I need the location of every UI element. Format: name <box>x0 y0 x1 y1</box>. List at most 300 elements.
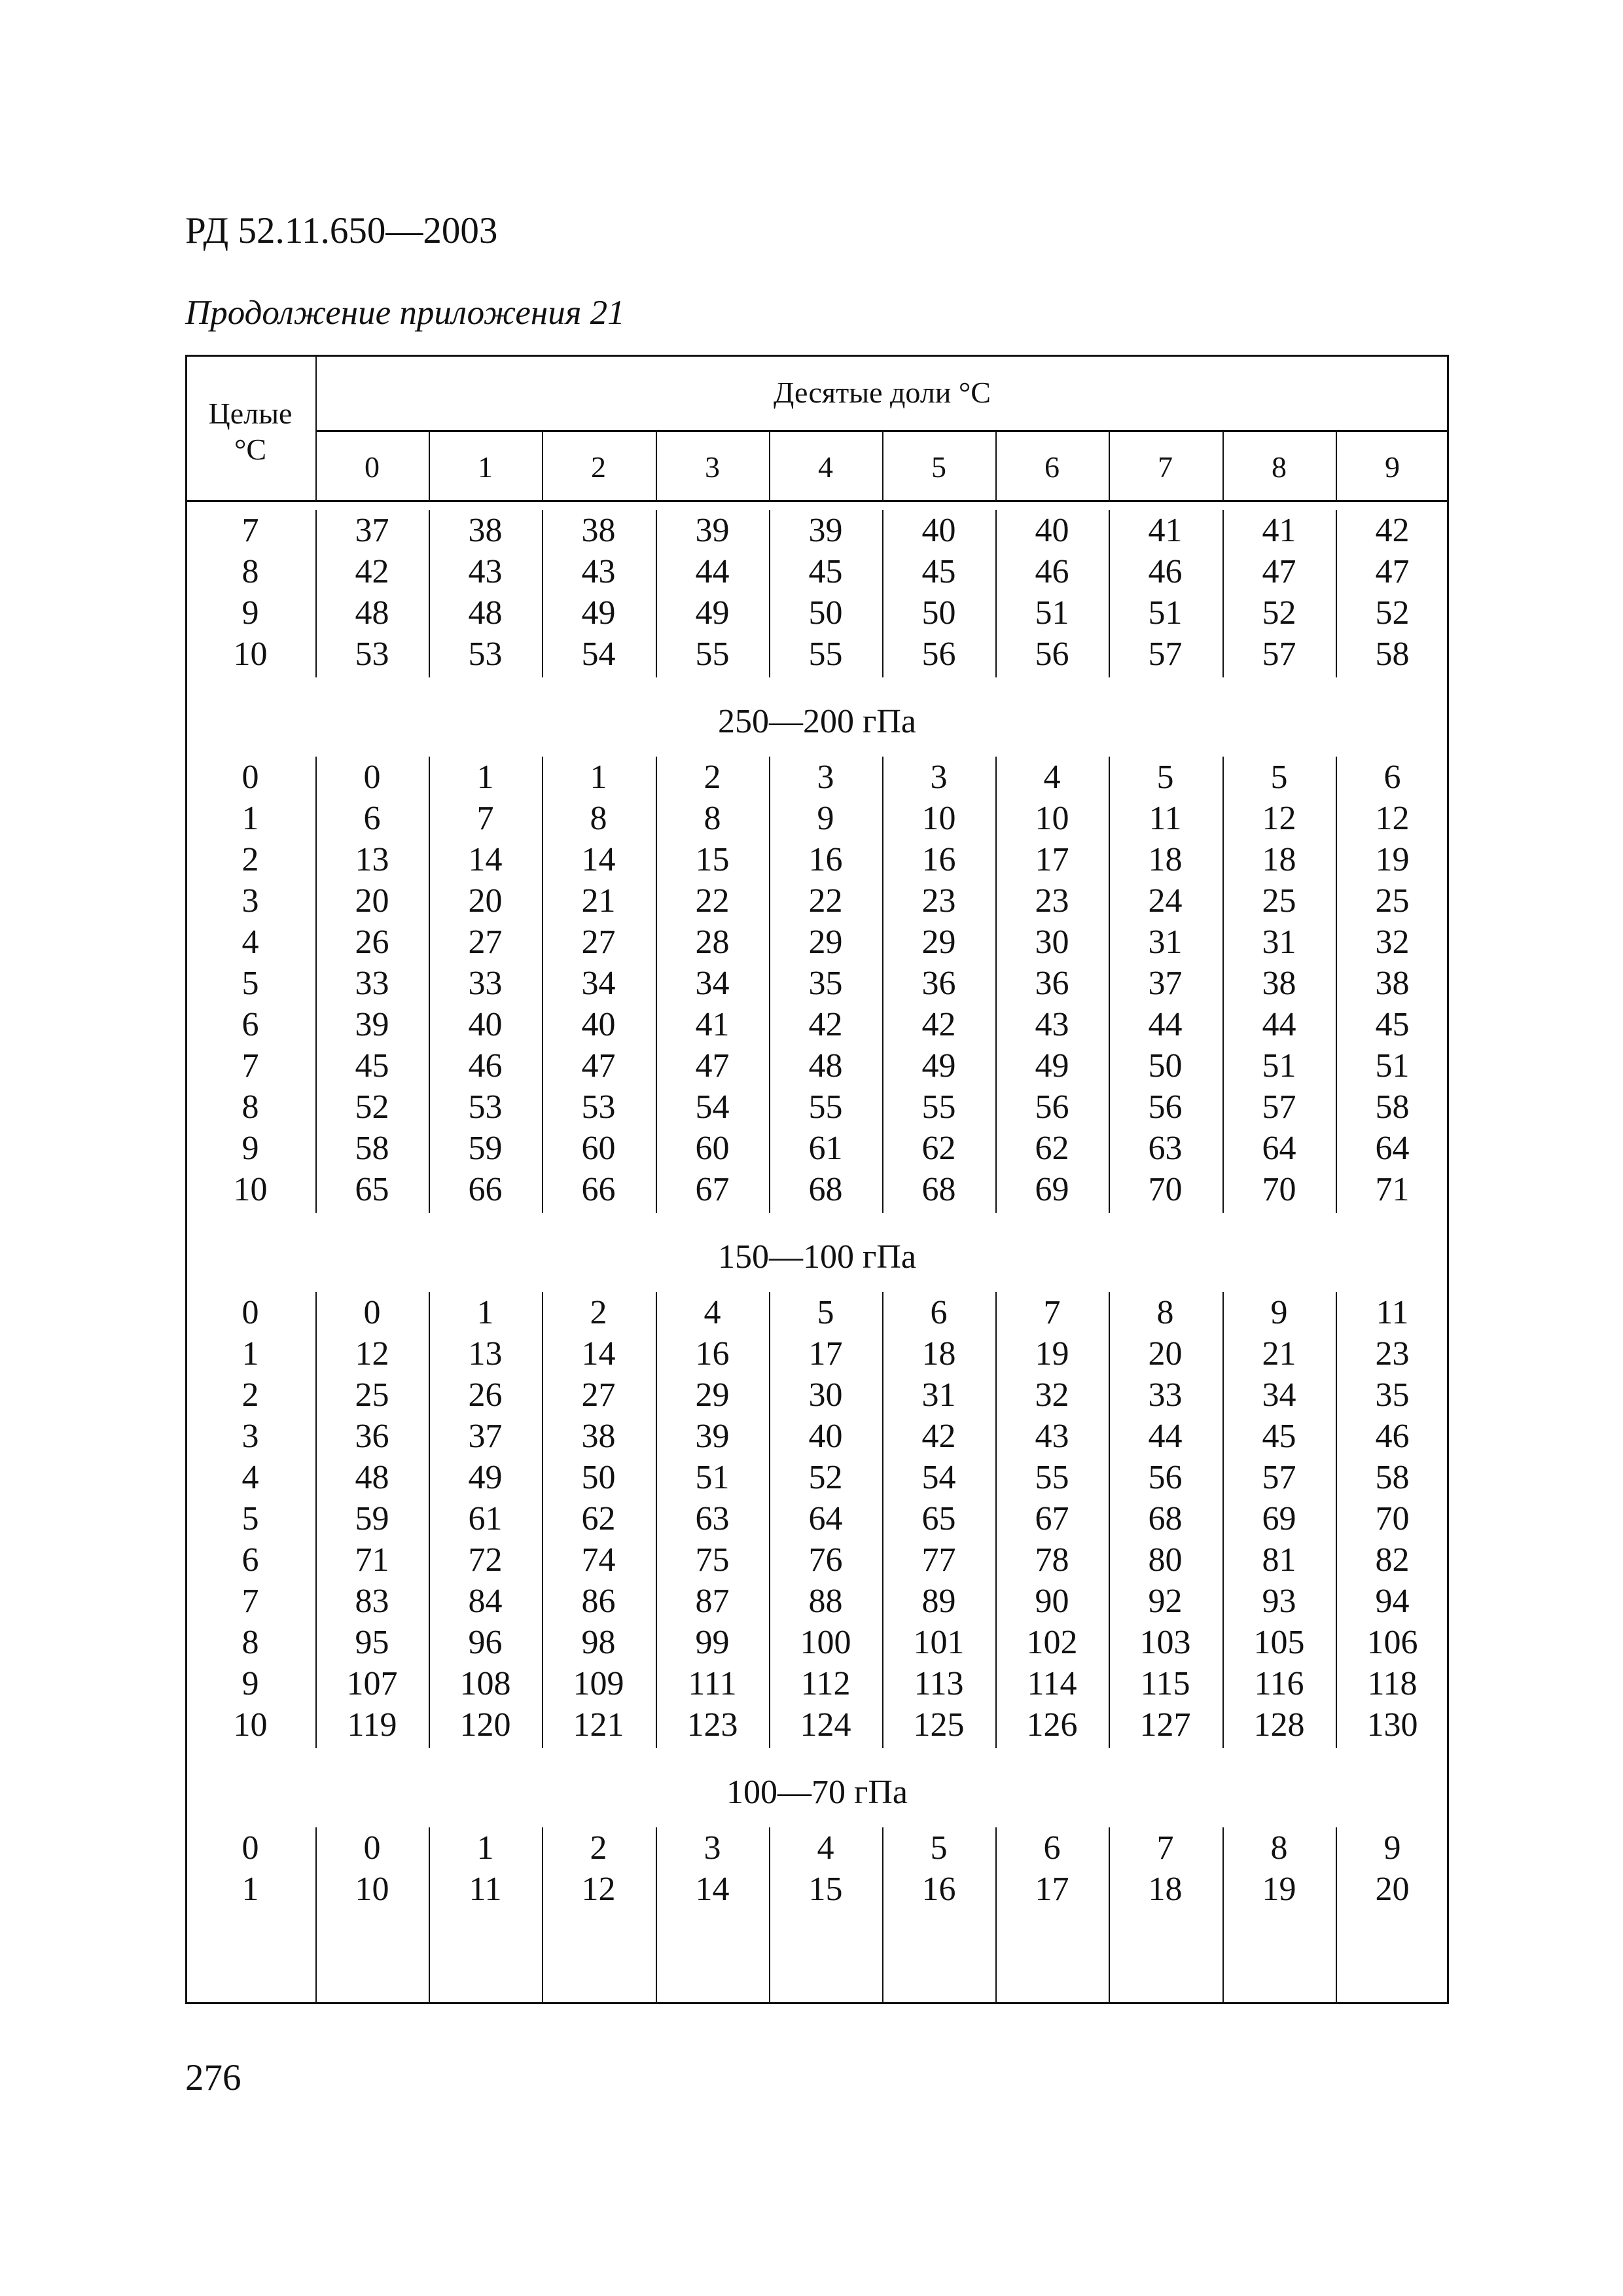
table-cell: 38 <box>468 512 503 549</box>
table-cell: 95 <box>355 1624 389 1661</box>
row-whole-degrees: 4 <box>241 924 259 961</box>
section-title: 250—200 гПа <box>718 703 916 740</box>
table-cell: 27 <box>581 924 616 961</box>
table-cell: 62 <box>1035 1130 1069 1167</box>
table-cell: 40 <box>921 512 956 549</box>
table-cell: 63 <box>1148 1130 1183 1167</box>
table-cell: 43 <box>1035 1006 1069 1043</box>
table-cell: 66 <box>581 1171 616 1208</box>
table-cell: 57 <box>1262 1459 1296 1496</box>
table-cell: 105 <box>1253 1624 1305 1661</box>
table-cell: 52 <box>355 1088 389 1126</box>
table-cell: 5 <box>930 1829 948 1867</box>
body-col-divider <box>769 757 770 1213</box>
row-header-label: Целые <box>208 397 293 430</box>
table-cell: 19 <box>1262 1871 1296 1908</box>
table-cell: 20 <box>1375 1871 1410 1908</box>
row-whole-degrees: 8 <box>241 1088 259 1126</box>
column-header: 4 <box>818 450 833 484</box>
table-cell: 42 <box>355 553 389 590</box>
table-cell: 31 <box>1262 924 1296 961</box>
body-col-divider <box>656 757 657 1213</box>
table-cell: 46 <box>468 1047 503 1085</box>
table-cell: 50 <box>1148 1047 1183 1085</box>
table-cell: 26 <box>355 924 389 961</box>
table-cell: 6 <box>1383 759 1401 796</box>
table-cell: 69 <box>1035 1171 1069 1208</box>
table-cell: 21 <box>1262 1335 1296 1372</box>
table-cell: 106 <box>1366 1624 1418 1661</box>
table-cell: 38 <box>581 1418 616 1455</box>
table-cell: 123 <box>687 1706 738 1744</box>
table-cell: 37 <box>355 512 389 549</box>
table-cell: 125 <box>913 1706 965 1744</box>
table-cell: 7 <box>1043 1294 1061 1331</box>
table-cell: 32 <box>1035 1376 1069 1414</box>
table-cell: 38 <box>581 512 616 549</box>
table-cell: 41 <box>695 1006 730 1043</box>
table-cell: 11 <box>469 1871 502 1908</box>
table-cell: 40 <box>808 1418 843 1455</box>
table-cell: 42 <box>921 1006 956 1043</box>
table-cell: 39 <box>355 1006 389 1043</box>
table-cell: 32 <box>1375 924 1410 961</box>
table-cell: 118 <box>1367 1665 1418 1702</box>
body-col-divider <box>429 1827 430 2004</box>
table-cell: 16 <box>921 1871 956 1908</box>
row-whole-degrees: 0 <box>241 1294 259 1331</box>
row-whole-degrees: 9 <box>241 1665 259 1702</box>
table-cell: 40 <box>468 1006 503 1043</box>
table-cell: 116 <box>1254 1665 1304 1702</box>
table-cell: 53 <box>581 1088 616 1126</box>
table-cell: 48 <box>468 594 503 632</box>
row-whole-degrees: 7 <box>241 1583 259 1620</box>
table-cell: 22 <box>808 882 843 920</box>
table-cell: 9 <box>1383 1829 1401 1867</box>
table-cell: 0 <box>363 759 381 796</box>
table-cell: 48 <box>355 594 389 632</box>
table-cell: 14 <box>695 1871 730 1908</box>
table-cell: 18 <box>1148 1871 1183 1908</box>
table-cell: 6 <box>1043 1829 1061 1867</box>
table-cell: 8 <box>1156 1294 1174 1331</box>
table-cell: 68 <box>921 1171 956 1208</box>
table-cell: 33 <box>1148 1376 1183 1414</box>
body-col-divider <box>1336 510 1337 677</box>
table-cell: 13 <box>355 841 389 878</box>
table-cell: 56 <box>921 636 956 673</box>
body-col-divider <box>769 1827 770 2004</box>
table-cell: 54 <box>581 636 616 673</box>
body-col-divider <box>1222 1827 1224 2004</box>
table-cell: 53 <box>468 636 503 673</box>
table-cell: 43 <box>468 553 503 590</box>
table-cell: 39 <box>695 1418 730 1455</box>
table-cell: 1 <box>590 759 607 796</box>
table-cell: 33 <box>355 965 389 1002</box>
table-cell: 18 <box>1262 841 1296 878</box>
table-cell: 8 <box>704 800 721 837</box>
table-cell: 45 <box>921 553 956 590</box>
body-col-divider <box>656 1827 657 2004</box>
row-whole-degrees: 3 <box>241 882 259 920</box>
table-cell: 52 <box>1375 594 1410 632</box>
table-cell: 3 <box>817 759 834 796</box>
table-cell: 21 <box>581 882 616 920</box>
table-cell: 126 <box>1026 1706 1078 1744</box>
table-cell: 69 <box>1262 1500 1296 1537</box>
table-cell: 8 <box>590 800 607 837</box>
table-cell: 127 <box>1139 1706 1191 1744</box>
table-cell: 120 <box>459 1706 511 1744</box>
table-cell: 49 <box>1035 1047 1069 1085</box>
body-col-divider <box>769 510 770 677</box>
table-cell: 57 <box>1148 636 1183 673</box>
table-cell: 45 <box>1375 1006 1410 1043</box>
table-cell: 42 <box>808 1006 843 1043</box>
table-cell: 96 <box>468 1624 503 1661</box>
table-cell: 119 <box>347 1706 397 1744</box>
table-cell: 124 <box>800 1706 851 1744</box>
table-cell: 42 <box>1375 512 1410 549</box>
body-col-divider <box>1336 757 1337 1213</box>
table-cell: 2 <box>704 759 721 796</box>
table-cell: 18 <box>921 1335 956 1372</box>
body-col-divider <box>882 510 883 677</box>
row-whole-degrees: 10 <box>233 636 268 673</box>
table-cell: 29 <box>921 924 956 961</box>
table-cell: 30 <box>1035 924 1069 961</box>
table-cell: 12 <box>355 1335 389 1372</box>
column-header: 5 <box>931 450 946 484</box>
table-cell: 111 <box>688 1665 737 1702</box>
table-cell: 68 <box>1148 1500 1183 1537</box>
table-cell: 59 <box>468 1130 503 1167</box>
table-cell: 64 <box>1375 1130 1410 1167</box>
table-cell: 37 <box>468 1418 503 1455</box>
table-cell: 52 <box>808 1459 843 1496</box>
body-col-divider <box>1109 510 1110 677</box>
table-cell: 68 <box>808 1171 843 1208</box>
table-cell: 54 <box>921 1459 956 1496</box>
table-cell: 15 <box>808 1871 843 1908</box>
table-cell: 115 <box>1140 1665 1190 1702</box>
table-cell: 51 <box>1375 1047 1410 1085</box>
table-cell: 53 <box>468 1088 503 1126</box>
table-cell: 23 <box>921 882 956 920</box>
table-cell: 55 <box>921 1088 956 1126</box>
table-cell: 57 <box>1262 636 1296 673</box>
table-cell: 62 <box>581 1500 616 1537</box>
table-cell: 75 <box>695 1541 730 1579</box>
row-whole-degrees: 5 <box>241 1500 259 1537</box>
table-cell: 34 <box>1262 1376 1296 1414</box>
table-cell: 0 <box>363 1294 381 1331</box>
table-cell: 0 <box>363 1829 381 1867</box>
table-cell: 57 <box>1262 1088 1296 1126</box>
table-cell: 64 <box>808 1500 843 1537</box>
body-col-divider <box>542 757 543 1213</box>
table-cell: 47 <box>1262 553 1296 590</box>
appendix-continuation-caption: Продолжение приложения 21 <box>185 294 625 332</box>
table-cell: 36 <box>921 965 956 1002</box>
table-cell: 84 <box>468 1583 503 1620</box>
table-cell: 65 <box>355 1171 389 1208</box>
row-whole-degrees: 10 <box>233 1706 268 1744</box>
table-cell: 90 <box>1035 1583 1069 1620</box>
table-cell: 26 <box>468 1376 503 1414</box>
table-cell: 31 <box>921 1376 956 1414</box>
table-cell: 62 <box>921 1130 956 1167</box>
page-number: 276 <box>185 2057 241 2098</box>
table-cell: 6 <box>930 1294 948 1331</box>
table-cell: 25 <box>1262 882 1296 920</box>
body-col-divider <box>656 1292 657 1748</box>
table-cell: 9 <box>1270 1294 1288 1331</box>
table-cell: 86 <box>581 1583 616 1620</box>
table-cell: 14 <box>581 841 616 878</box>
table-cell: 16 <box>808 841 843 878</box>
table-cell: 112 <box>800 1665 851 1702</box>
table-cell: 20 <box>355 882 389 920</box>
table-cell: 130 <box>1366 1706 1418 1744</box>
table-cell: 49 <box>468 1459 503 1496</box>
column-header: 2 <box>591 450 606 484</box>
table-cell: 28 <box>695 924 730 961</box>
table-cell: 41 <box>1148 512 1183 549</box>
body-col-divider <box>1109 757 1110 1213</box>
table-cell: 4 <box>704 1294 721 1331</box>
table-cell: 58 <box>1375 1088 1410 1126</box>
table-cell: 33 <box>468 965 503 1002</box>
row-whole-degrees: 1 <box>241 1335 259 1372</box>
table-cell: 60 <box>695 1130 730 1167</box>
table-cell: 9 <box>817 800 834 837</box>
table-cell: 128 <box>1253 1706 1305 1744</box>
table-cell: 72 <box>468 1541 503 1579</box>
table-cell: 63 <box>695 1500 730 1537</box>
table-cell: 101 <box>913 1624 965 1661</box>
table-cell: 16 <box>921 841 956 878</box>
table-cell: 35 <box>1375 1376 1410 1414</box>
table-cell: 78 <box>1035 1541 1069 1579</box>
body-col-divider <box>315 1292 317 1748</box>
table-cell: 67 <box>695 1171 730 1208</box>
body-col-divider <box>315 510 317 677</box>
row-whole-degrees: 2 <box>241 841 259 878</box>
table-cell: 4 <box>817 1829 834 1867</box>
table-cell: 61 <box>468 1500 503 1537</box>
row-whole-degrees: 5 <box>241 965 259 1002</box>
table-cell: 25 <box>1375 882 1410 920</box>
table-cell: 1 <box>476 1829 494 1867</box>
table-cell: 60 <box>581 1130 616 1167</box>
table-cell: 18 <box>1148 841 1183 878</box>
row-whole-degrees: 1 <box>241 1871 259 1908</box>
table-cell: 71 <box>1375 1171 1410 1208</box>
table-cell: 47 <box>1375 553 1410 590</box>
table-cell: 45 <box>1262 1418 1296 1455</box>
table-cell: 45 <box>355 1047 389 1085</box>
table-cell: 59 <box>355 1500 389 1537</box>
row-whole-degrees: 7 <box>241 512 259 549</box>
column-header: 3 <box>705 450 720 484</box>
table-cell: 82 <box>1375 1541 1410 1579</box>
table-cell: 56 <box>1148 1459 1183 1496</box>
table-cell: 67 <box>1035 1500 1069 1537</box>
table-cell: 56 <box>1035 1088 1069 1126</box>
table-cell: 51 <box>1262 1047 1296 1085</box>
table-cell: 49 <box>921 1047 956 1085</box>
row-whole-degrees: 1 <box>241 800 259 837</box>
body-col-divider <box>429 757 430 1213</box>
body-col-divider <box>1336 1827 1337 2004</box>
table-cell: 1 <box>476 759 494 796</box>
section-title: 100—70 гПа <box>726 1774 908 1811</box>
table-cell: 114 <box>1027 1665 1077 1702</box>
table-cell: 71 <box>355 1541 389 1579</box>
table-cell: 29 <box>695 1376 730 1414</box>
table-cell: 12 <box>1262 800 1296 837</box>
table-cell: 12 <box>581 1871 616 1908</box>
table-cell: 34 <box>695 965 730 1002</box>
table-cell: 102 <box>1026 1624 1078 1661</box>
column-header: 1 <box>478 450 493 484</box>
table-cell: 103 <box>1139 1624 1191 1661</box>
table-cell: 1 <box>476 1294 494 1331</box>
table-cell: 17 <box>808 1335 843 1372</box>
table-cell: 40 <box>1035 512 1069 549</box>
table-cell: 2 <box>590 1294 607 1331</box>
body-col-divider <box>315 757 317 1213</box>
column-header: 8 <box>1272 450 1287 484</box>
body-col-divider <box>995 1292 997 1748</box>
table-cell: 47 <box>695 1047 730 1085</box>
table-cell: 58 <box>355 1130 389 1167</box>
row-header-unit: °С <box>234 433 267 466</box>
table-cell: 20 <box>468 882 503 920</box>
table-cell: 61 <box>808 1130 843 1167</box>
table-cell: 47 <box>581 1047 616 1085</box>
table-cell: 44 <box>1148 1418 1183 1455</box>
body-col-divider <box>1222 757 1224 1213</box>
table-cell: 51 <box>1148 594 1183 632</box>
table-cell: 40 <box>581 1006 616 1043</box>
table-cell: 70 <box>1148 1171 1183 1208</box>
table-cell: 4 <box>1043 759 1061 796</box>
body-col-divider <box>542 510 543 677</box>
row-whole-degrees: 10 <box>233 1171 268 1208</box>
table-cell: 99 <box>695 1624 730 1661</box>
table-cell: 10 <box>355 1871 389 1908</box>
table-cell: 74 <box>581 1541 616 1579</box>
header-bottom-rule <box>185 500 1449 502</box>
table-cell: 13 <box>468 1335 503 1372</box>
table-cell: 23 <box>1035 882 1069 920</box>
table-cell: 19 <box>1035 1335 1069 1372</box>
table-cell: 55 <box>808 636 843 673</box>
table-cell: 24 <box>1148 882 1183 920</box>
table-cell: 3 <box>930 759 948 796</box>
body-col-divider <box>1336 1292 1337 1748</box>
table-cell: 35 <box>808 965 843 1002</box>
table-cell: 89 <box>921 1583 956 1620</box>
column-header: 7 <box>1158 450 1173 484</box>
document-code: РД 52.11.650—2003 <box>185 210 498 251</box>
body-col-divider <box>656 510 657 677</box>
table-cell: 17 <box>1035 841 1069 878</box>
table-cell: 51 <box>1035 594 1069 632</box>
table-cell: 70 <box>1375 1500 1410 1537</box>
table-cell: 8 <box>1270 1829 1288 1867</box>
body-col-divider <box>429 1292 430 1748</box>
body-col-divider <box>882 1827 883 2004</box>
table-cell: 58 <box>1375 636 1410 673</box>
row-whole-degrees: 6 <box>241 1006 259 1043</box>
table-cell: 44 <box>695 553 730 590</box>
table-cell: 92 <box>1148 1583 1183 1620</box>
table-cell: 94 <box>1375 1583 1410 1620</box>
table-cell: 5 <box>1156 759 1174 796</box>
section-title: 150—100 гПа <box>718 1238 916 1276</box>
table-cell: 37 <box>1148 965 1183 1002</box>
table-cell: 56 <box>1148 1088 1183 1126</box>
table-cell: 55 <box>808 1088 843 1126</box>
table-cell: 3 <box>704 1829 721 1867</box>
table-cell: 46 <box>1148 553 1183 590</box>
table-cell: 121 <box>573 1706 624 1744</box>
table-cell: 93 <box>1262 1583 1296 1620</box>
table-cell: 16 <box>695 1335 730 1372</box>
table-cell: 7 <box>476 800 494 837</box>
table-cell: 55 <box>1035 1459 1069 1496</box>
table-cell: 14 <box>581 1335 616 1372</box>
table-cell: 19 <box>1375 841 1410 878</box>
table-cell: 49 <box>695 594 730 632</box>
row-whole-degrees: 0 <box>241 1829 259 1867</box>
body-col-divider <box>1222 510 1224 677</box>
table-cell: 42 <box>921 1418 956 1455</box>
row-whole-degrees: 3 <box>241 1418 259 1455</box>
table-cell: 10 <box>921 800 956 837</box>
column-header: 9 <box>1385 450 1400 484</box>
table-cell: 5 <box>1270 759 1288 796</box>
column-header: 6 <box>1044 450 1060 484</box>
table-cell: 45 <box>808 553 843 590</box>
table-cell: 11 <box>1149 800 1182 837</box>
table-cell: 52 <box>1262 594 1296 632</box>
body-col-divider <box>1109 1827 1110 2004</box>
table-cell: 25 <box>355 1376 389 1414</box>
row-whole-degrees: 7 <box>241 1047 259 1085</box>
column-header: 0 <box>365 450 380 484</box>
body-col-divider <box>1109 1292 1110 1748</box>
table-cell: 50 <box>581 1459 616 1496</box>
table-cell: 6 <box>363 800 381 837</box>
table-cell: 109 <box>573 1665 624 1702</box>
table-cell: 31 <box>1148 924 1183 961</box>
table-cell: 48 <box>808 1047 843 1085</box>
body-col-divider <box>769 1292 770 1748</box>
table-cell: 39 <box>808 512 843 549</box>
table-cell: 10 <box>1035 800 1069 837</box>
body-col-divider <box>995 757 997 1213</box>
table-cell: 22 <box>695 882 730 920</box>
table-cell: 43 <box>581 553 616 590</box>
table-cell: 70 <box>1262 1171 1296 1208</box>
table-cell: 46 <box>1375 1418 1410 1455</box>
